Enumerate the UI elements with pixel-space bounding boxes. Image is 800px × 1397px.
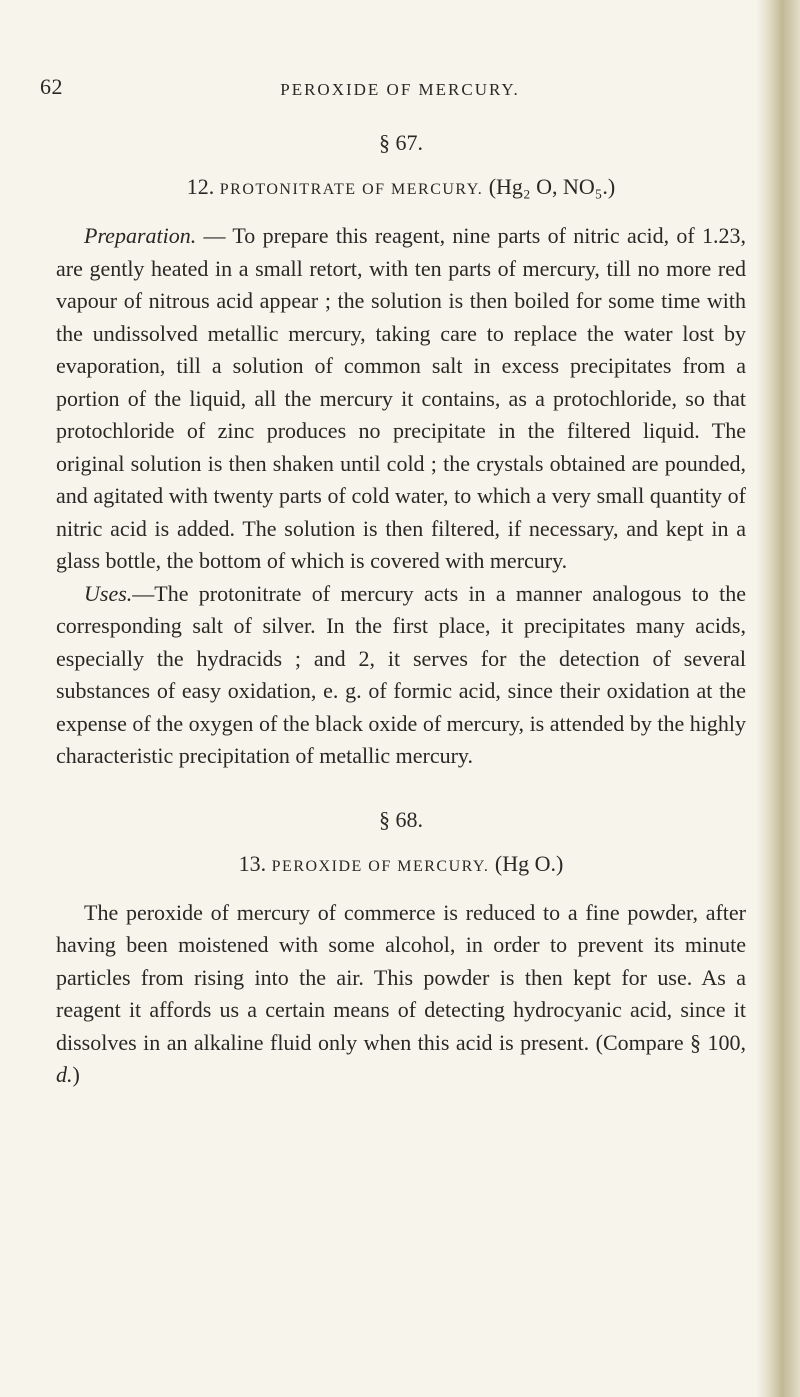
preparation-label: Preparation. xyxy=(84,223,197,248)
chemical-formula: (Hg₂ O, NO₅.) xyxy=(488,174,616,199)
section-mark-68: § 68. xyxy=(379,806,423,832)
compare-close: ) xyxy=(72,1062,80,1087)
page-spine-shadow xyxy=(756,0,800,1397)
uses-paragraph xyxy=(56,578,746,773)
section-title-protonitrate xyxy=(56,174,746,200)
compare-letter: d. xyxy=(56,1062,73,1087)
section-number: 13. xyxy=(238,850,267,876)
uses-label: Uses. xyxy=(84,580,133,606)
section-title-peroxide xyxy=(56,851,746,877)
page-content xyxy=(56,130,746,1092)
peroxide-paragraph xyxy=(56,897,746,1092)
section-heading: PEROXIDE OF MERCURY. xyxy=(271,857,490,875)
section-gap xyxy=(56,773,746,807)
section-mark-67: § 67. xyxy=(379,130,423,155)
chemical-formula: (Hg O.) xyxy=(494,850,564,876)
peroxide-text: The peroxide of mercury of commerce is reduced to a fine powder, after having been moistened with some alcohol, in order to prevent its minute particles from rising into the air. This powder is then kept for use. As a reagent it affords us a certain means of detecting hydrocyanic acid, since it dissolves in an alkaline fluid only when this acid is present. (Compare § 100, xyxy=(56,899,746,1055)
preparation-text: — To prepare this reagent, nine parts of nitric acid, of 1.23, are gently heated in a small retort, with ten parts of mercury, till no more red vapour of nitrous acid appear ; the solution is then boiled for some time with the undissolved metallic mercury, taking care to replace the water lost by evaporation, till a solution of common salt in excess precipitates from a portion of the liquid, all the mercury it contains, as a protochloride, so that protochloride of zinc produces no precipitate in the filtered liquid. The original solution is then shaken until cold ; the crystals obtained are pounded, and agitated with twenty parts of cold water, to which a very small quantity of nitric acid is added. The solution is then filtered, if necessary, and kept in a glass bottle, the bottom of which is covered with mercury. xyxy=(56,223,746,573)
page-number: 62 xyxy=(40,74,63,99)
uses-text: —The protonitrate of mercury acts in a manner analogous to the corresponding salt of silver. In the first place, it precipitates many acids, especially the hydracids ; and 2, it serves for the detection of several substances of easy oxidation, e. g. of formic acid, since their oxidation at the expense of the oxygen of the black oxide of mercury, is attended by the highly characteristic precipitation of metallic mercury. xyxy=(56,580,746,768)
preparation-paragraph xyxy=(56,220,746,578)
section-number: 12. xyxy=(186,174,215,199)
running-head: PEROXIDE OF MERCURY. xyxy=(280,80,520,99)
section-heading: PROTONITRATE OF MERCURY. xyxy=(219,181,484,198)
